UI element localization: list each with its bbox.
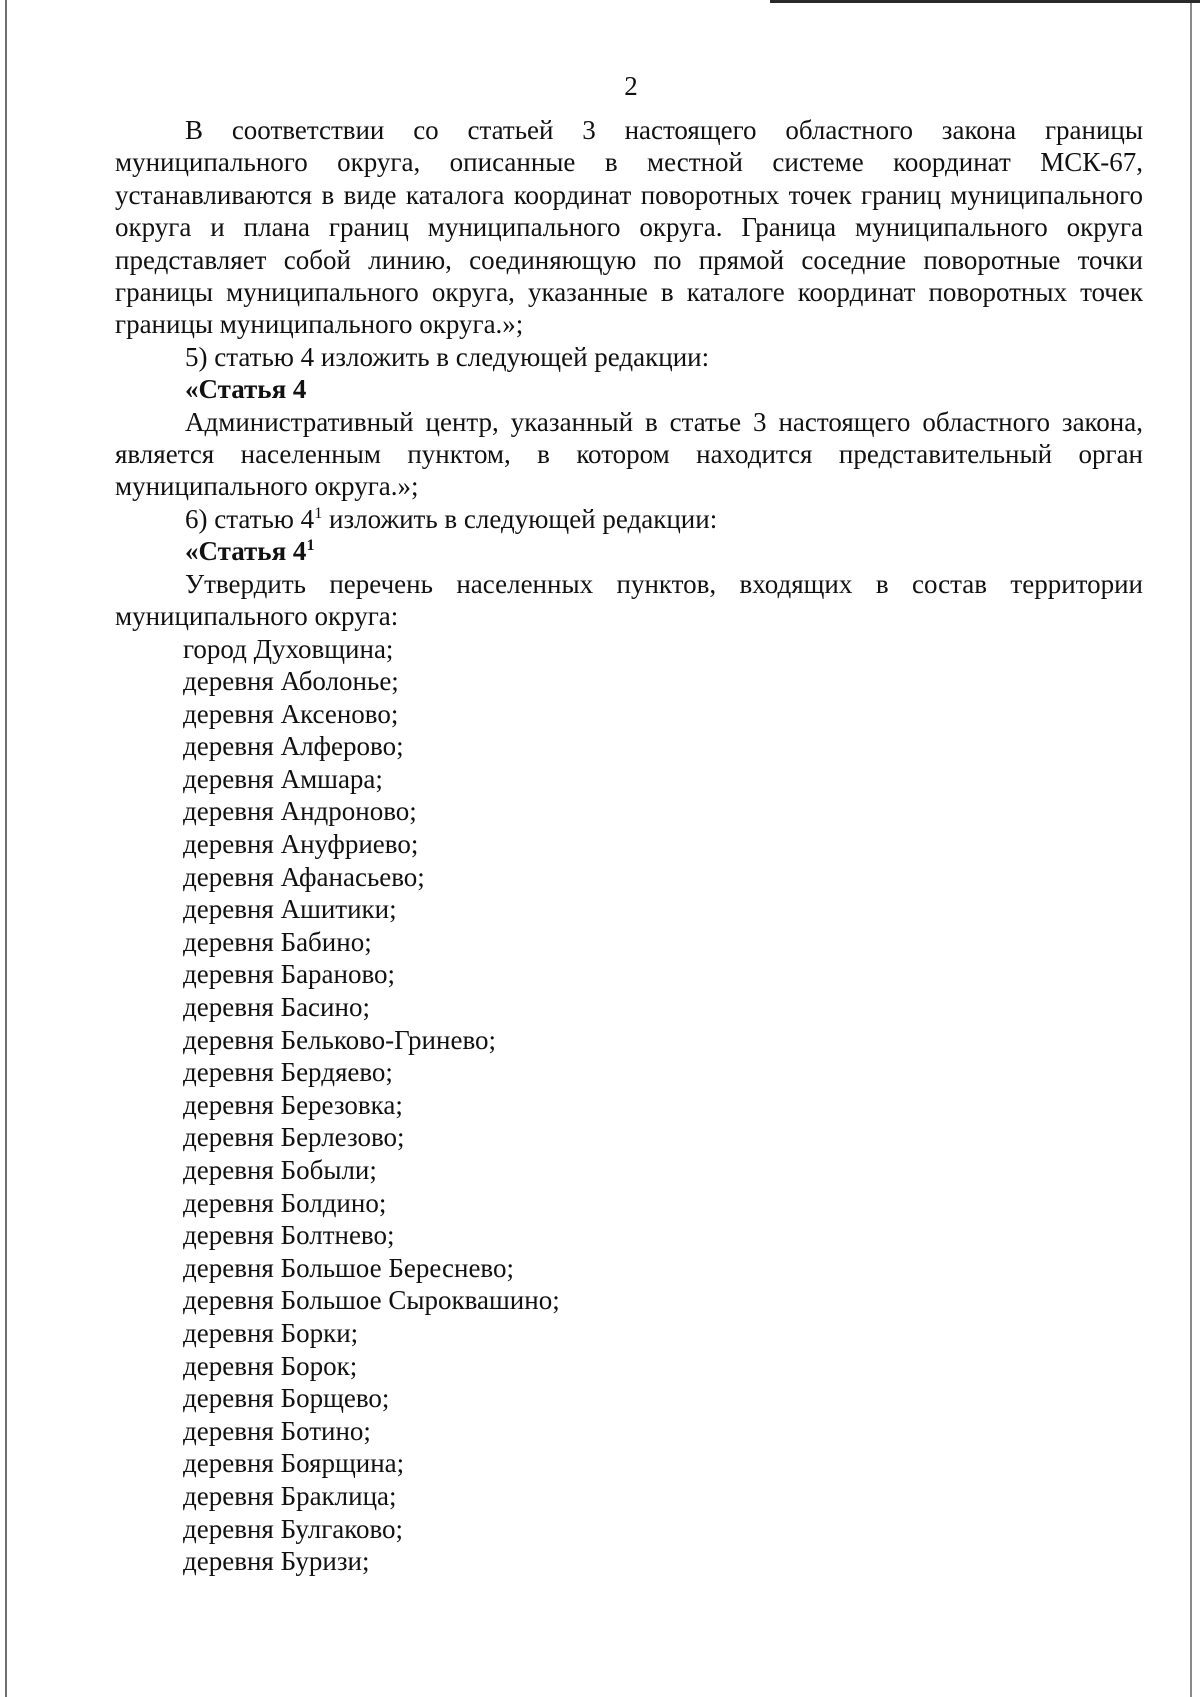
settlement-item: деревня Борщево;: [183, 1383, 390, 1414]
paragraph-boundaries: В соответствии со статьей 3 настоящего областного закона границы муниципального округа, описанные в местной системе координат МСК-67, устанавливаются в виде каталога координат поворотных точек границ муниципального округа и плана границ муниципального округа. Граница муниципального округа представляет собой линию, соединяющую по прямой соседние поворотные точки границы муниципального округа, указанные в каталоге координат поворотных точек границы муниципального округа.»;: [115, 115, 1143, 340]
item-6-superscript: 1: [314, 503, 323, 522]
settlement-item: деревня Боярщина;: [183, 1448, 405, 1479]
settlement-item: деревня Алферово;: [183, 731, 404, 762]
settlement-item: деревня Борки;: [183, 1317, 359, 1348]
page-number: 2: [624, 71, 638, 101]
settlement-item: деревня Ашитики;: [183, 894, 397, 925]
article-4-1-heading-superscript: 1: [306, 536, 315, 555]
settlement-item: деревня Андроново;: [183, 796, 417, 827]
settlement-item: деревня Амшара;: [183, 763, 383, 794]
settlement-item: деревня Болтнево;: [183, 1220, 395, 1251]
settlement-item: деревня Булгаково;: [183, 1513, 404, 1544]
item-5: 5) статью 4 изложить в следующей редакции:: [185, 341, 710, 372]
article-4-1-text: Утвердить перечень населенных пунктов, входящих в состав территории муниципального округа:: [115, 568, 1143, 632]
settlement-item: деревня Бабино;: [183, 926, 372, 957]
settlement-item: деревня Басино;: [183, 992, 370, 1023]
settlement-item: деревня Буризи;: [183, 1546, 370, 1577]
settlement-item: деревня Бердяево;: [183, 1057, 393, 1088]
settlement-item: деревня Борок;: [183, 1350, 358, 1381]
settlement-item: деревня Браклица;: [183, 1480, 397, 1511]
settlement-item: деревня Березовка;: [183, 1089, 403, 1120]
settlement-item: деревня Бараново;: [183, 959, 396, 990]
article-4-heading: «Статья 4: [185, 374, 307, 405]
scan-edge-top: [770, 0, 1200, 3]
settlement-item: деревня Аболонье;: [183, 666, 399, 697]
settlement-item: деревня Берлезово;: [183, 1122, 405, 1153]
settlement-item: деревня Бобыли;: [183, 1155, 377, 1185]
article-4-text: Административный центр, указанный в статье 3 настоящего областного закона, является населенным пунктом, в котором находится представительный орган муниципального округа.»;: [115, 406, 1143, 502]
scan-edge-left: [5, 0, 7, 1697]
item-6-suffix: изложить в следующей редакции:: [322, 503, 718, 534]
settlement-item: деревня Большое Сыроквашино;: [183, 1285, 560, 1316]
settlement-list: [115, 633, 1143, 1578]
item-6-prefix: 6) статью 4: [185, 503, 315, 534]
settlement-item: деревня Болдино;: [183, 1187, 387, 1218]
settlement-item: деревня Аксеново;: [183, 698, 399, 729]
scan-edge-right: [1190, 0, 1192, 1697]
settlement-item: деревня Ботино;: [183, 1415, 371, 1446]
settlement-item: деревня Ануфриево;: [183, 829, 419, 860]
settlement-item: деревня Большое Береснево;: [183, 1252, 514, 1283]
settlement-item: город Духовщина;: [183, 633, 394, 664]
article-4-1-heading: [115, 535, 1143, 567]
settlement-item: деревня Афанасьево;: [183, 861, 425, 892]
article-4-1-heading-prefix: «Статья 4: [185, 536, 307, 567]
item-6: [115, 503, 1143, 535]
document-body: [115, 114, 1143, 1578]
settlement-item: деревня Бельково-Гринево;: [183, 1024, 497, 1055]
